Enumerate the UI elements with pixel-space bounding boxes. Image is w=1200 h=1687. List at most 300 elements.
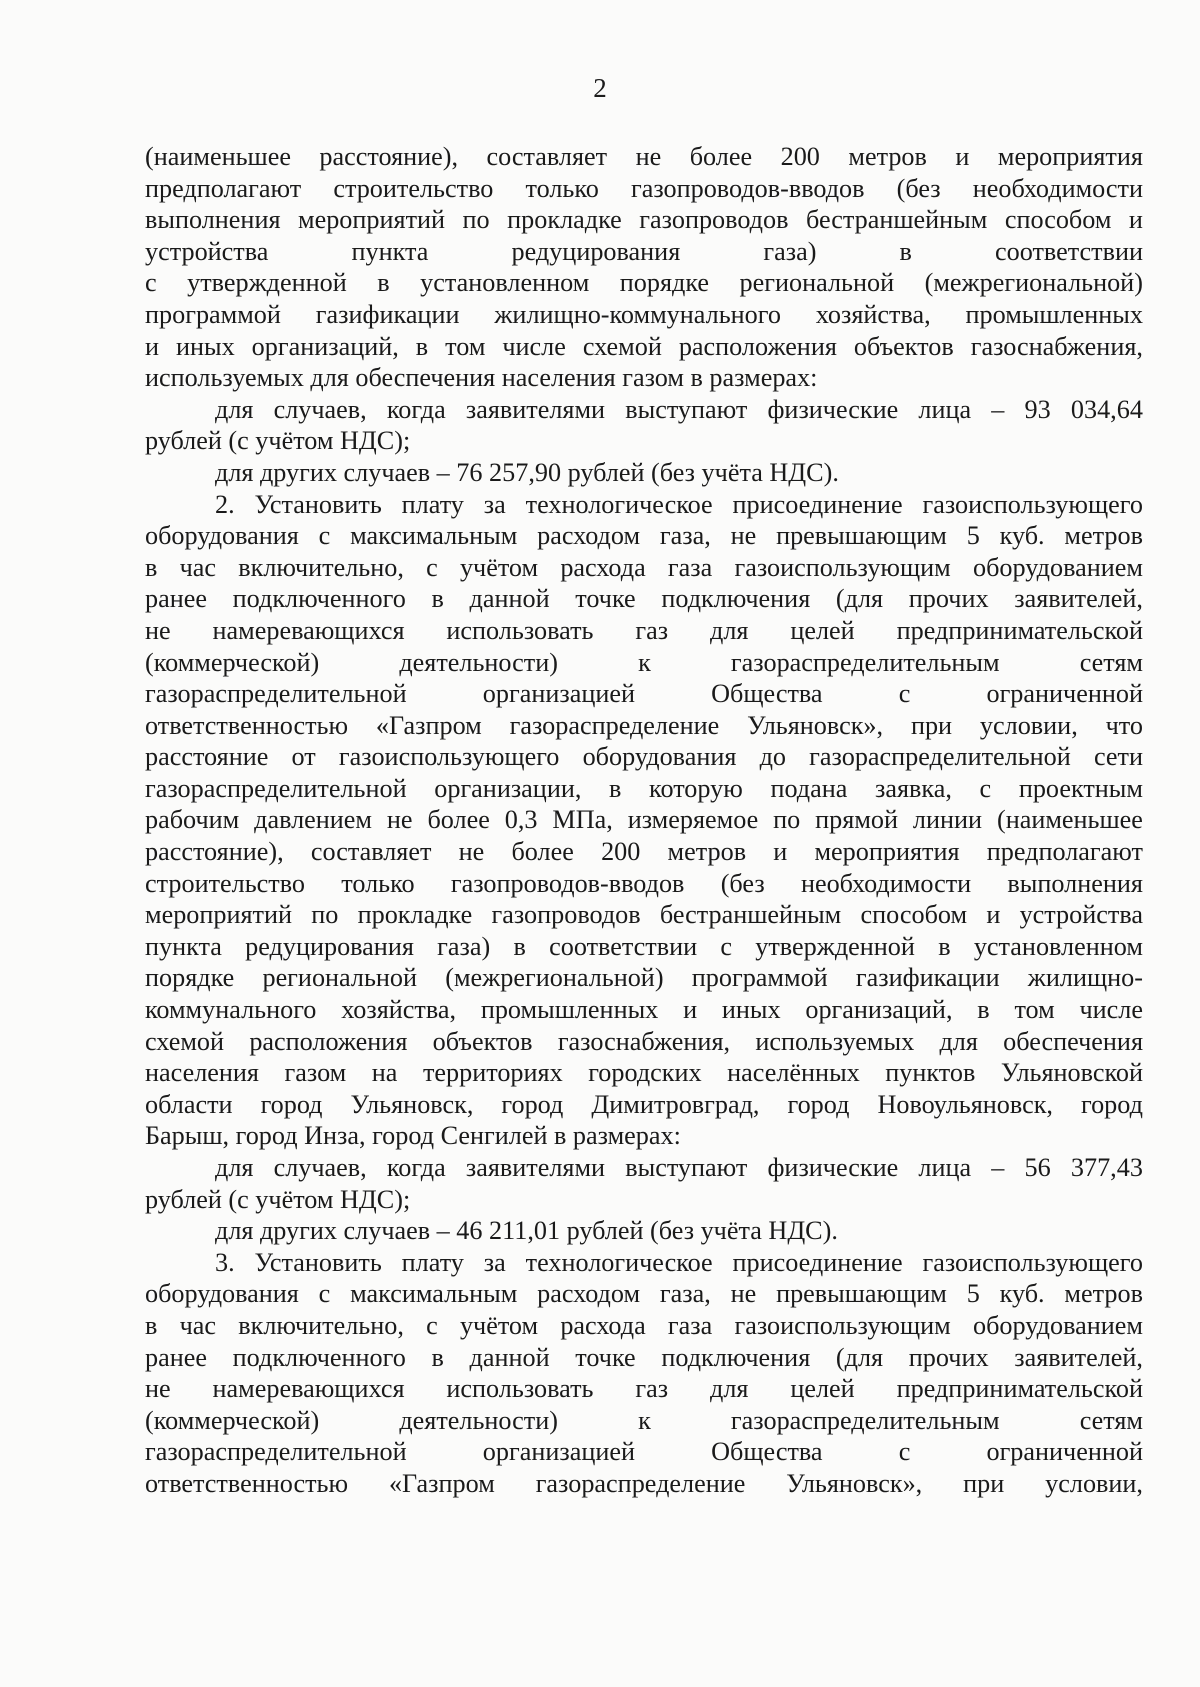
word: более [511, 837, 574, 867]
word: 2. [215, 489, 235, 519]
word: (коммерческой) [145, 1405, 320, 1435]
word: превышающим [776, 521, 947, 551]
word: составляет [486, 142, 608, 171]
word: для [215, 394, 254, 424]
text-line [145, 1373, 1143, 1405]
word: в [899, 236, 912, 266]
word: не [386, 805, 413, 835]
text-line [145, 394, 1143, 426]
word: час [179, 1310, 217, 1340]
text-line: Барыш, город Инза, город Сенгилей в размерах: [145, 1121, 681, 1151]
word: для [710, 1374, 749, 1404]
word: газораспределение [509, 710, 720, 740]
word: хозяйства, [341, 995, 457, 1025]
word: что [1105, 710, 1143, 740]
word: линии [912, 805, 983, 835]
document-body [145, 141, 1143, 1500]
word: заявителями [465, 394, 606, 424]
word: газораспределительной [145, 679, 407, 709]
word: данной [469, 584, 550, 614]
word: расположения [678, 331, 837, 361]
word: по [773, 805, 801, 835]
text-line [145, 520, 1143, 552]
word: (для [835, 1342, 884, 1372]
word: для [710, 615, 749, 645]
word: газоиспользующего [922, 489, 1143, 519]
word: составляет [310, 837, 432, 867]
word: соответствии [549, 931, 698, 961]
word: час [179, 552, 217, 582]
word: МПа, [552, 805, 613, 835]
word: газ [635, 615, 669, 645]
word: расхода [560, 1310, 646, 1340]
word: газа, [659, 521, 711, 551]
word: когда [386, 1153, 446, 1182]
word: для [939, 1026, 978, 1056]
word: не [635, 142, 662, 171]
word: газораспределительным [730, 1405, 1000, 1435]
word: газораспределительным [730, 647, 1000, 677]
word: присоединение [732, 1247, 903, 1277]
word: расположения [249, 1026, 408, 1056]
text-line [145, 836, 1143, 868]
word: газопроводов-вводов [450, 868, 685, 898]
word: в [145, 1310, 158, 1340]
word: оборудованием [972, 552, 1143, 582]
word: случаев, [273, 1153, 367, 1182]
word: более [427, 805, 490, 835]
word: оборудования [145, 1279, 299, 1309]
word: для [215, 1153, 254, 1182]
text-line: рублей (с учётом НДС); [145, 426, 411, 456]
text-line [145, 299, 1143, 331]
text-line [145, 1026, 1143, 1058]
word: 5 [966, 521, 980, 551]
word: организаций, [251, 331, 399, 361]
word: и [955, 142, 970, 171]
word: газом [284, 1058, 347, 1088]
word: (без [720, 868, 765, 898]
word: строительство [145, 868, 306, 898]
word: город [1080, 1089, 1143, 1119]
word: объектов [432, 1026, 533, 1056]
word: в [513, 931, 526, 961]
word: жилищно-коммунального [494, 299, 781, 329]
word: промышленных [480, 995, 659, 1025]
word: региональной [262, 963, 418, 993]
word: город [787, 1089, 850, 1119]
word: заявителей, [1014, 584, 1143, 614]
word: газораспределение [535, 1468, 746, 1498]
word: газопроводов-вводов [630, 173, 865, 203]
word: город [260, 1089, 323, 1119]
word: включительно, [238, 1310, 404, 1340]
word: газоиспользующего [338, 742, 560, 772]
text-line [145, 615, 1143, 647]
word: выполнения [1007, 868, 1143, 898]
word: только [525, 173, 599, 203]
word: расходом [537, 521, 641, 551]
word: коммунального [145, 995, 317, 1025]
word: (для [835, 584, 884, 614]
word: том [445, 331, 486, 361]
word: жилищно- [1027, 963, 1143, 993]
word: подключенного [232, 1342, 406, 1372]
word: иных [175, 331, 235, 361]
text-line [145, 1342, 1143, 1374]
word: ограниченной [986, 679, 1143, 709]
text-line [145, 868, 1143, 900]
word: лица [918, 394, 972, 424]
word: газификации [855, 963, 1000, 993]
word: учётом [459, 1310, 539, 1340]
word: с [720, 931, 732, 961]
word: объектов [853, 331, 954, 361]
text-line [145, 173, 1143, 205]
word: газа [667, 1310, 713, 1340]
word: расстояние [145, 742, 269, 772]
word: оборудованием [972, 1310, 1143, 1340]
word: в [977, 995, 990, 1025]
text-line [145, 710, 1143, 742]
word: при [963, 1468, 1005, 1498]
word: использовать [446, 615, 594, 645]
word: установленном [973, 931, 1143, 961]
word: Общества [711, 679, 823, 709]
word: более [689, 142, 753, 171]
word: мероприятия [997, 142, 1143, 171]
text-line [145, 267, 1143, 299]
word: метров [848, 142, 927, 171]
word: с [145, 268, 157, 298]
word: газораспределительной [809, 742, 1071, 772]
word: прочих [908, 584, 989, 614]
text-line [145, 1436, 1143, 1468]
word: ранее [145, 1342, 207, 1372]
word: 0,3 [504, 805, 538, 835]
word: условии, [979, 710, 1078, 740]
word: газоиспользующим [734, 1310, 951, 1340]
text-line: для других случаев – 46 211,01 рублей (без учёта НДС). [215, 1216, 838, 1246]
word: числе [1079, 995, 1143, 1025]
word: газа, [659, 1279, 711, 1309]
word: – [991, 1153, 1005, 1182]
word: (без [896, 173, 941, 203]
word: и [986, 900, 1001, 930]
word: за [483, 1247, 506, 1277]
word: программой [691, 963, 828, 993]
word: (межрегиональной) [924, 268, 1143, 298]
word: населённых [727, 1058, 860, 1088]
word: иных [721, 995, 781, 1025]
word: только [341, 868, 415, 898]
word: обеспечения [1003, 1026, 1143, 1056]
word: предпринимательской [896, 615, 1143, 645]
word: хозяйства, [815, 299, 931, 329]
word: не [145, 1374, 171, 1404]
word: лица [918, 1153, 972, 1182]
word: прямой [815, 805, 899, 835]
text-line [145, 741, 1143, 773]
word: схемой [145, 1026, 225, 1056]
word: город [501, 1089, 564, 1119]
word: не [730, 521, 757, 551]
word: учётом [459, 552, 539, 582]
word: (наименьшее [145, 142, 291, 171]
word: которую [649, 773, 743, 803]
word: измеряемое [627, 805, 759, 835]
word: Установить [254, 489, 382, 519]
word: организаций, [805, 995, 953, 1025]
text-line [145, 583, 1143, 615]
text-line: используемых для обеспечения населения газом в размерах: [145, 363, 818, 393]
word: схемой [582, 331, 662, 361]
word: использовать [446, 1374, 594, 1404]
word: выполнения [145, 205, 281, 235]
word: физические [767, 1153, 899, 1182]
word: Новоульяновск, [877, 1089, 1053, 1119]
word: от [291, 742, 316, 772]
word: установленном [420, 268, 590, 298]
word: Ульяновск», [786, 1468, 923, 1498]
text-line [145, 804, 1143, 836]
word: редуцирования [245, 931, 414, 961]
text-line [145, 1310, 1143, 1342]
word: «Газпром [388, 1468, 495, 1498]
word: деятельности) [399, 1405, 558, 1435]
word: в [609, 773, 622, 803]
word: присоединение [732, 489, 903, 519]
word: подключения [661, 584, 811, 614]
word: газоснабжения, [557, 1026, 731, 1056]
word: газоиспользующего [922, 1247, 1143, 1277]
word: ответственностью [145, 710, 349, 740]
text-line [145, 647, 1143, 679]
word: «Газпром [375, 710, 482, 740]
word: – [991, 394, 1005, 424]
word: оборудования [582, 742, 737, 772]
word: и [1128, 205, 1143, 235]
word: расходом [537, 1279, 641, 1309]
word: области [145, 1089, 233, 1119]
text-line [145, 1152, 1143, 1184]
word: и [683, 995, 698, 1025]
word: пункта [351, 236, 429, 266]
word: данной [469, 1342, 550, 1372]
word: выступают [625, 394, 748, 424]
word: по [462, 205, 490, 235]
word: 377,43 [1070, 1153, 1143, 1182]
word: не [730, 1279, 757, 1309]
word: региональной [739, 268, 895, 298]
word: сетям [1079, 1405, 1143, 1435]
word: 200 [780, 142, 820, 171]
word: прокладке [357, 900, 473, 930]
word: Ульяновской [1000, 1058, 1143, 1088]
word: программой [145, 299, 281, 329]
word: к [638, 1405, 651, 1435]
word: в [431, 1342, 444, 1372]
word: подключенного [232, 584, 406, 614]
word: утвержденной [755, 931, 915, 961]
word: заявка, [875, 773, 952, 803]
word: деятельности) [399, 647, 558, 677]
word: с [426, 1310, 438, 1340]
word: при [910, 710, 953, 740]
word: проектным [1018, 773, 1143, 803]
text-line [145, 1468, 1143, 1500]
word: 93 [1024, 394, 1051, 424]
word: с [898, 679, 911, 709]
word: прокладке [507, 205, 622, 235]
word: сети [1093, 742, 1143, 772]
word: ограниченной [986, 1437, 1143, 1467]
word: населения [145, 1058, 259, 1088]
text-line [145, 1247, 1143, 1279]
word: утвержденной [187, 268, 347, 298]
word: организацией [482, 679, 635, 709]
word: метров [1064, 521, 1143, 551]
text-line [145, 1057, 1143, 1089]
word: на [371, 1058, 398, 1088]
word: и [145, 331, 160, 361]
text-line [145, 1089, 1143, 1121]
word: плату [401, 489, 464, 519]
text-line [145, 678, 1143, 710]
word: технологическое [525, 489, 713, 519]
word: метров [1064, 1279, 1143, 1309]
word: газораспределительной [145, 1437, 407, 1467]
word: мероприятий [145, 900, 293, 930]
word: расстояние), [145, 837, 284, 867]
word: бестраншейным [805, 205, 988, 235]
text-line [145, 994, 1143, 1026]
word: технологическое [525, 1247, 713, 1277]
text-line [145, 236, 1143, 268]
word: сетям [1079, 647, 1143, 677]
word: с [426, 552, 438, 582]
text-line [145, 204, 1143, 236]
word: превышающим [776, 1279, 947, 1309]
text-line [145, 331, 1143, 363]
word: 5 [966, 1279, 980, 1309]
word: газоснабжения, [970, 331, 1143, 361]
word: мероприятия [814, 837, 960, 867]
text-line [145, 773, 1143, 805]
word: намеревающихся [212, 615, 405, 645]
word: промышленных [965, 299, 1143, 329]
word: в [415, 331, 429, 361]
word: предпринимательской [896, 1374, 1143, 1404]
word: точке [575, 1342, 636, 1372]
word: (коммерческой) [145, 647, 320, 677]
word: Ульяновск», [747, 710, 884, 740]
word: (наименьшее [996, 805, 1143, 835]
word: подана [770, 773, 848, 803]
word: по [311, 900, 339, 930]
word: заявителей, [1014, 1342, 1143, 1372]
word: Общества [711, 1437, 823, 1467]
word: порядке [145, 963, 235, 993]
word: газа [667, 552, 713, 582]
word: способом [1004, 205, 1112, 235]
word: необходимости [800, 868, 972, 898]
word: метров [667, 837, 747, 867]
word: том [1014, 995, 1055, 1025]
word: и [773, 837, 788, 867]
word: включительно, [238, 552, 404, 582]
word: расхода [560, 552, 646, 582]
word: в [377, 268, 390, 298]
word: Ульяновск, [350, 1089, 474, 1119]
word: организацией [482, 1437, 635, 1467]
text-line [145, 1278, 1143, 1310]
text-line [145, 489, 1143, 521]
word: к [638, 647, 651, 677]
word: (межрегиональной) [445, 963, 664, 993]
word: не [145, 615, 171, 645]
word: мероприятий [298, 205, 446, 235]
text-line [145, 1405, 1143, 1437]
word: с [898, 1437, 911, 1467]
word: числе [502, 331, 566, 361]
word: используемых [755, 1026, 915, 1056]
word: в [431, 584, 444, 614]
word: организации, [434, 773, 582, 803]
word: с [318, 1279, 331, 1309]
word: с [979, 773, 992, 803]
word: расстояние), [319, 142, 459, 171]
word: плату [401, 1247, 464, 1277]
word: до [759, 742, 786, 772]
word: газоиспользующим [734, 552, 951, 582]
text-line [145, 899, 1143, 931]
word: выступают [625, 1153, 748, 1182]
word: давлением [254, 805, 373, 835]
word: когда [386, 394, 446, 424]
word: максимальным [350, 521, 518, 551]
word: устройства [145, 236, 269, 266]
word: за [483, 489, 506, 519]
word: газопроводов [491, 900, 641, 930]
text-line: рублей (с учётом НДС); [145, 1184, 411, 1214]
word: максимальным [350, 1279, 518, 1309]
word: газа) [763, 236, 817, 266]
word: газораспределительной [145, 773, 407, 803]
word: газификации [315, 299, 460, 329]
word: целей [790, 1374, 855, 1404]
word: способом [860, 900, 968, 930]
page-number: 2 [593, 73, 607, 103]
word: заявителями [465, 1153, 606, 1182]
word: пунктов [885, 1058, 976, 1088]
word: 56 [1024, 1153, 1051, 1182]
word: 200 [601, 837, 641, 867]
word: случаев, [273, 394, 367, 424]
word: оборудования [145, 521, 299, 551]
word: необходимости [972, 173, 1143, 203]
word: 034,64 [1070, 394, 1143, 424]
word: предполагают [986, 837, 1143, 867]
word: условии, [1045, 1468, 1143, 1498]
word: бестраншейным [659, 900, 842, 930]
word: не [458, 837, 485, 867]
word: физические [767, 394, 899, 424]
word: предполагают [145, 173, 302, 203]
word: Димитровград, [591, 1089, 760, 1119]
word: газ [635, 1374, 669, 1404]
word: строительство [333, 173, 494, 203]
